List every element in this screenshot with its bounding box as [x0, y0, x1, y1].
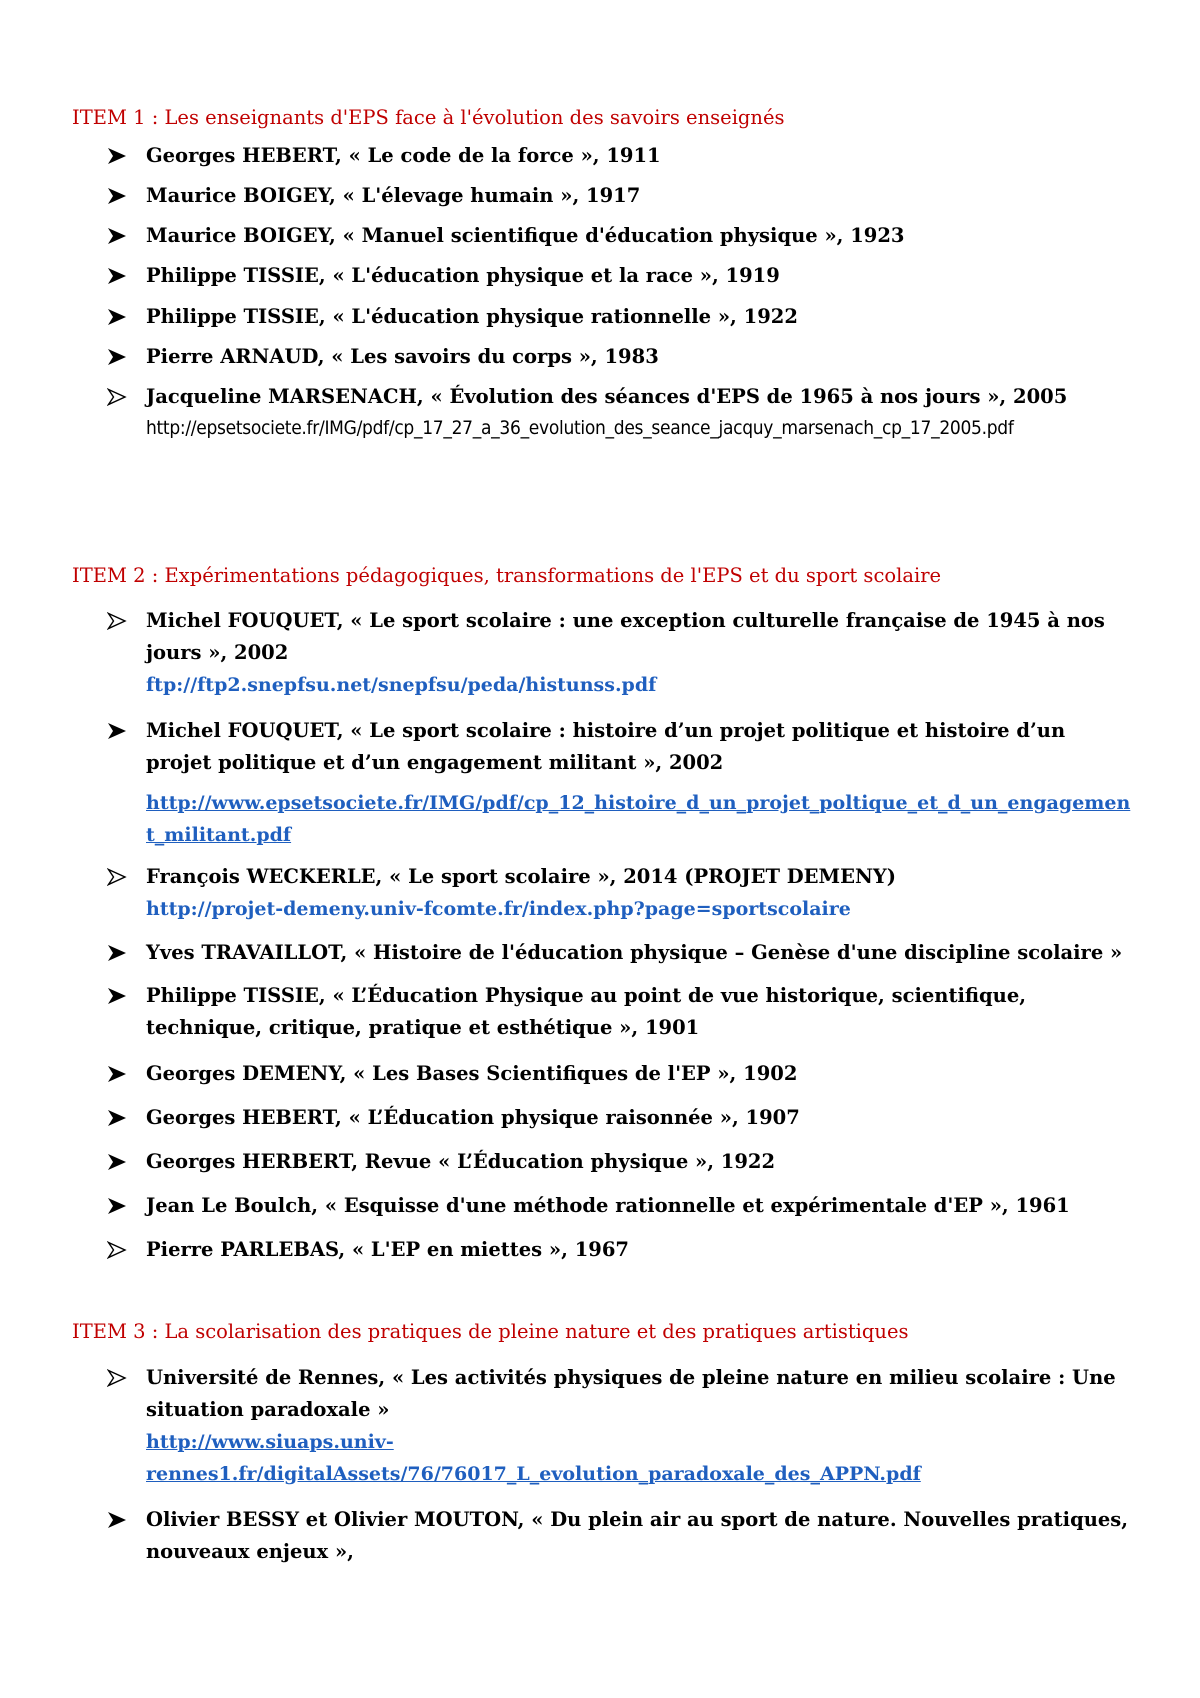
arrow-bullet-icon: [106, 1146, 128, 1178]
arrow-bullet-icon: [106, 140, 128, 172]
list-item: Georges HEBERT, « Le code de la force », 1911: [72, 140, 1132, 180]
reference-link[interactable]: ftp://ftp2.snepfsu.net/snepfsu/peda/histunss.pdf: [146, 674, 657, 696]
list-item: François WECKERLE, « Le sport scolaire », 2014 (PROJET DEMENY) http://projet-demeny.univ-fcomte.fr/index.php?page=sportscolaire: [72, 861, 1132, 937]
section-heading: ITEM 1 : Les enseignants d'EPS face à l'évolution des savoirs enseignés: [72, 106, 785, 129]
outline-arrow-bullet-icon: [106, 605, 128, 637]
section-item-2: [72, 562, 1132, 590]
list-item: Pierre ARNAUD, « Les savoirs du corps », 1983: [72, 341, 1132, 381]
reference-link[interactable]: http://projet-demeny.univ-fcomte.fr/index.php?page=sportscolaire: [146, 898, 851, 920]
section-item-3: [72, 1318, 1132, 1346]
outline-arrow-bullet-icon: [106, 1362, 128, 1394]
section-heading: ITEM 3 : La scolarisation des pratiques de pleine nature et des pratiques artistiques: [72, 1320, 909, 1343]
arrow-bullet-icon: [106, 980, 128, 1012]
section-item-1: [72, 104, 1132, 132]
outline-arrow-bullet-icon: [106, 381, 128, 413]
list-item: Université de Rennes, « Les activités physiques de pleine nature en milieu scolaire : Une situation paradoxale » http://www.siuaps.univ- rennes1.fr/digitalAssets/76/76017_L_evolution_paradoxale_des_APPN.pdf: [72, 1362, 1132, 1504]
arrow-bullet-icon: [106, 220, 128, 252]
arrow-bullet-icon: [106, 715, 128, 747]
list-item: Philippe TISSIE, « L'éducation physique et la race », 1919: [72, 260, 1132, 301]
list-item: Philippe TISSIE, « L'éducation physique rationnelle », 1922: [72, 301, 1132, 341]
reference-link[interactable]: http://www.siuaps.univ-: [146, 1431, 394, 1453]
outline-arrow-bullet-icon: [106, 1234, 128, 1266]
list-item: Maurice BOIGEY, « Manuel scientifique d'éducation physique », 1923: [72, 220, 1132, 260]
arrow-bullet-icon: [106, 1504, 128, 1536]
arrow-bullet-icon: [106, 341, 128, 373]
list-item: Jacqueline MARSENACH, « Évolution des séances d'EPS de 1965 à nos jours », 2005 http://epsetsociete.fr/IMG/pdf/cp_17_27_a_36_evolution_des_seance_jacquy_marsenach_cp_17_2005.pdf: [72, 381, 1132, 443]
arrow-bullet-icon: [106, 260, 128, 292]
arrow-bullet-icon: [106, 1190, 128, 1222]
section-2-list: [72, 605, 1132, 1278]
list-item: Michel FOUQUET, « Le sport scolaire : histoire d’un projet politique et histoire d’un projet politique et d’un engagement militant », 2002 http://www.epsetsociete.fr/IMG/pdf/cp_12_histoire_d_un_projet_poltique_et_d_un_engagement_militant.pdf: [72, 715, 1132, 861]
list-item: Pierre PARLEBAS, « L'EP en miettes », 1967: [72, 1234, 1132, 1278]
outline-arrow-bullet-icon: [106, 861, 128, 893]
arrow-bullet-icon: [106, 1102, 128, 1134]
list-item: Georges HEBERT, « L’Éducation physique raisonnée », 1907: [72, 1102, 1132, 1146]
arrow-bullet-icon: [106, 937, 128, 969]
section-3-list: [72, 1362, 1132, 1568]
reference-url[interactable]: http://epsetsociete.fr/IMG/pdf/cp_17_27_a_36_evolution_des_seance_jacquy_marsenach_cp_17_2005.pdf: [146, 417, 1014, 439]
list-item: Maurice BOIGEY, « L'élevage humain », 1917: [72, 180, 1132, 220]
section-1-list: [72, 140, 1132, 443]
arrow-bullet-icon: [106, 1058, 128, 1090]
list-item: Georges DEMENY, « Les Bases Scientifiques de l'EP », 1902: [72, 1058, 1132, 1102]
list-item: Olivier BESSY et Olivier MOUTON, « Du plein air au sport de nature. Nouvelles pratiques, nouveaux enjeux »,: [72, 1504, 1132, 1568]
list-item: Jean Le Boulch, « Esquisse d'une méthode rationnelle et expérimentale d'EP », 1961: [72, 1190, 1132, 1234]
reference-link[interactable]: rennes1.fr/digitalAssets/76/76017_L_evolution_paradoxale_des_APPN.pdf: [146, 1463, 921, 1485]
arrow-bullet-icon: [106, 180, 128, 212]
list-item: Michel FOUQUET, « Le sport scolaire : une exception culturelle française de 1945 à nos jours », 2002 ftp://ftp2.snepfsu.net/snepfsu/peda/histunss.pdf: [72, 605, 1132, 715]
list-item: Yves TRAVAILLOT, « Histoire de l'éducation physique – Genèse d'une discipline scolaire »: [72, 937, 1132, 980]
list-item: Philippe TISSIE, « L’Éducation Physique au point de vue historique, scientifique, technique, critique, pratique et esthétique », 1901: [72, 980, 1132, 1058]
arrow-bullet-icon: [106, 301, 128, 333]
section-heading: ITEM 2 : Expérimentations pédagogiques, transformations de l'EPS et du sport scolaire: [72, 564, 942, 587]
reference-link[interactable]: http://www.epsetsociete.fr/IMG/pdf/cp_12_histoire_d_un_projet_poltique_et_d_un_engagement_militant.pdf: [146, 792, 1131, 846]
list-item: Georges HERBERT, Revue « L’Éducation physique », 1922: [72, 1146, 1132, 1190]
